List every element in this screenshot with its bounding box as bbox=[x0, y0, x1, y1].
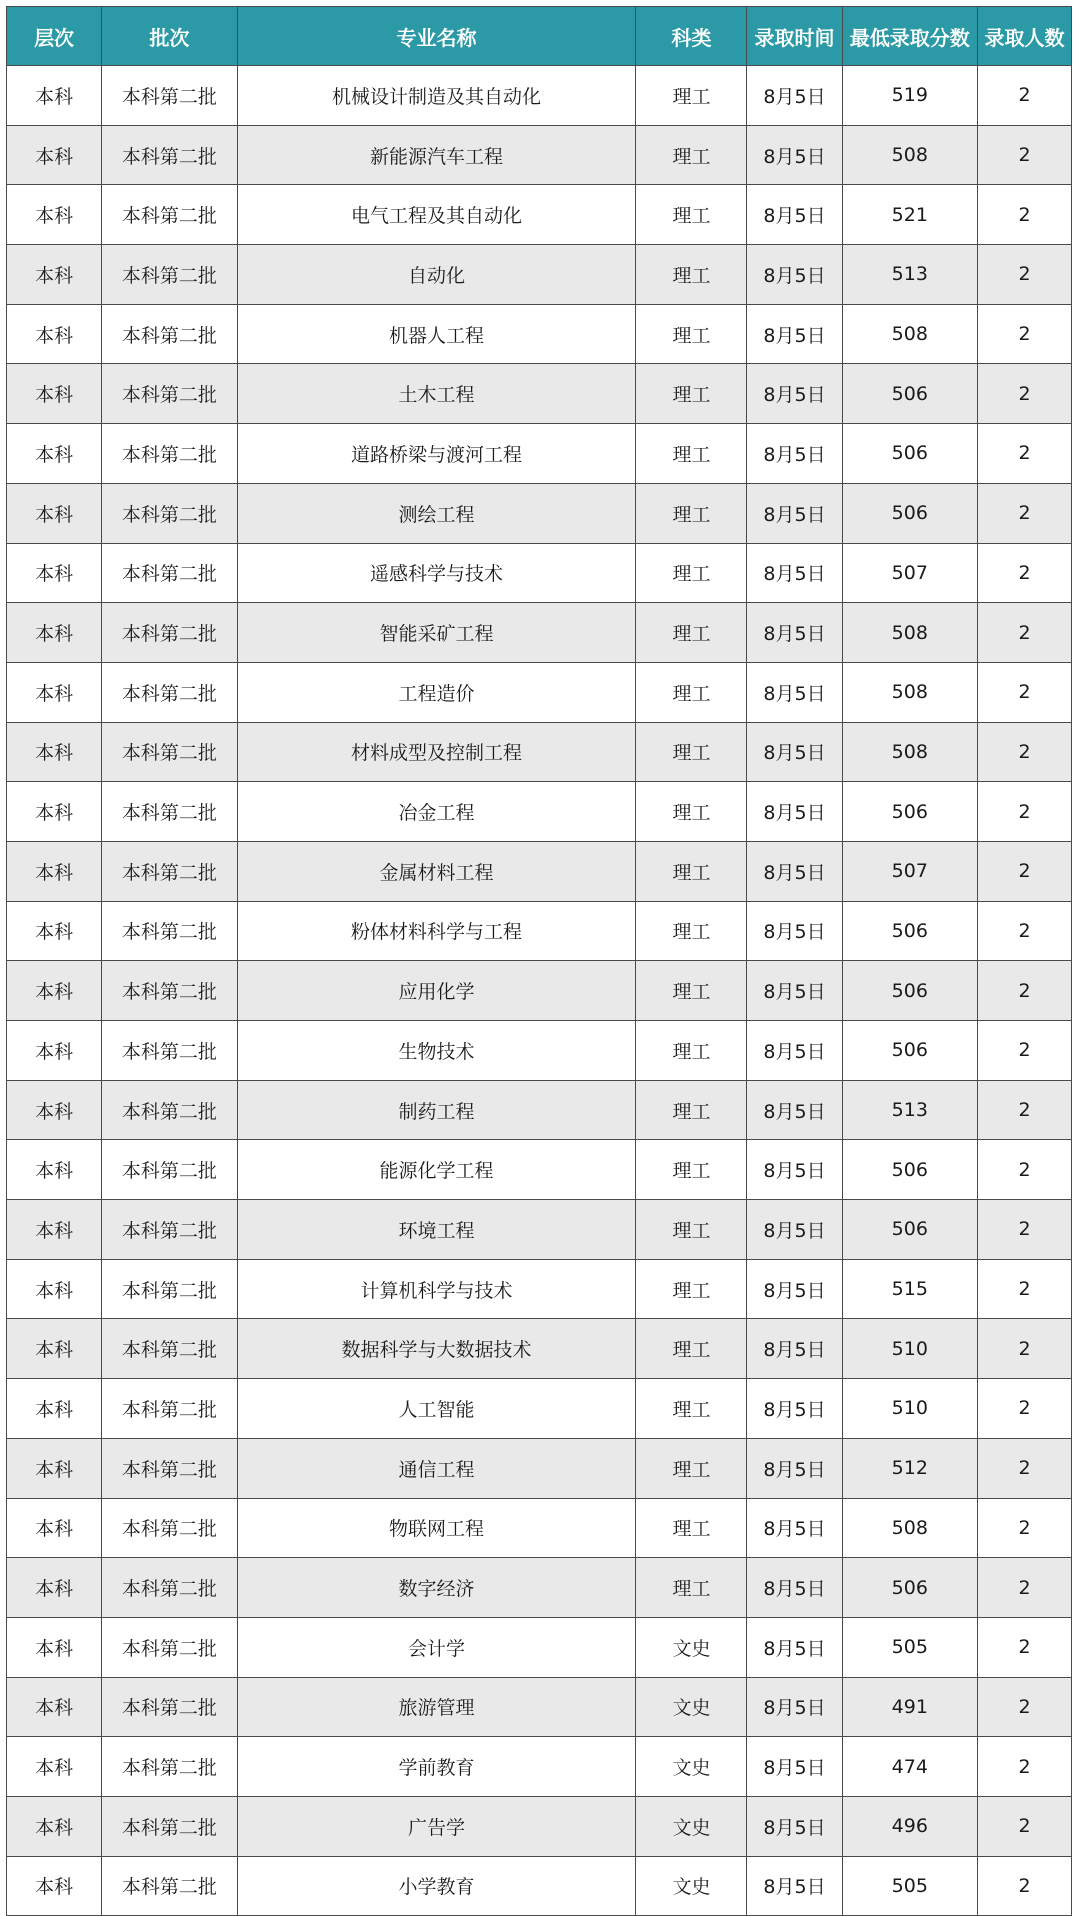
cell-batch: 本科第二批 bbox=[102, 1319, 237, 1379]
cell-admission-date: 8月5日 bbox=[747, 304, 842, 364]
cell-batch: 本科第二批 bbox=[102, 1259, 237, 1319]
table-row bbox=[7, 782, 1072, 842]
admission-score-table-container bbox=[6, 6, 1072, 1916]
cell-batch: 本科第二批 bbox=[102, 1498, 237, 1558]
cell-level: 本科 bbox=[7, 1737, 102, 1797]
cell-category: 理工 bbox=[636, 424, 747, 484]
cell-batch: 本科第二批 bbox=[102, 1677, 237, 1737]
cell-batch: 本科第二批 bbox=[102, 1140, 237, 1200]
table-row bbox=[7, 185, 1072, 245]
cell-category: 文史 bbox=[636, 1856, 747, 1916]
cell-category: 理工 bbox=[636, 1438, 747, 1498]
cell-min-score: 496 bbox=[842, 1796, 977, 1856]
cell-category: 理工 bbox=[636, 185, 747, 245]
table-row bbox=[7, 1080, 1072, 1140]
cell-min-score: 506 bbox=[842, 1200, 977, 1260]
cell-level: 本科 bbox=[7, 245, 102, 305]
table-row bbox=[7, 125, 1072, 185]
cell-admitted-count: 2 bbox=[978, 662, 1072, 722]
table-row bbox=[7, 1498, 1072, 1558]
cell-min-score: 507 bbox=[842, 841, 977, 901]
cell-min-score: 507 bbox=[842, 543, 977, 603]
cell-admission-date: 8月5日 bbox=[747, 1259, 842, 1319]
cell-major-name: 智能采矿工程 bbox=[237, 603, 636, 663]
cell-major-name: 生物技术 bbox=[237, 1021, 636, 1081]
cell-admission-date: 8月5日 bbox=[747, 1438, 842, 1498]
table-row bbox=[7, 1737, 1072, 1797]
cell-batch: 本科第二批 bbox=[102, 603, 237, 663]
cell-level: 本科 bbox=[7, 1796, 102, 1856]
cell-admitted-count: 2 bbox=[978, 1498, 1072, 1558]
cell-level: 本科 bbox=[7, 1080, 102, 1140]
cell-admission-date: 8月5日 bbox=[747, 841, 842, 901]
cell-level: 本科 bbox=[7, 901, 102, 961]
cell-level: 本科 bbox=[7, 543, 102, 603]
cell-batch: 本科第二批 bbox=[102, 841, 237, 901]
cell-batch: 本科第二批 bbox=[102, 1796, 237, 1856]
cell-admitted-count: 2 bbox=[978, 304, 1072, 364]
table-row bbox=[7, 1319, 1072, 1379]
cell-min-score: 508 bbox=[842, 603, 977, 663]
cell-category: 理工 bbox=[636, 125, 747, 185]
cell-major-name: 道路桥梁与渡河工程 bbox=[237, 424, 636, 484]
table-row bbox=[7, 424, 1072, 484]
cell-category: 理工 bbox=[636, 1140, 747, 1200]
cell-level: 本科 bbox=[7, 1677, 102, 1737]
cell-min-score: 508 bbox=[842, 722, 977, 782]
cell-admitted-count: 2 bbox=[978, 66, 1072, 126]
cell-major-name: 计算机科学与技术 bbox=[237, 1259, 636, 1319]
cell-admission-date: 8月5日 bbox=[747, 662, 842, 722]
cell-category: 理工 bbox=[636, 1379, 747, 1439]
cell-admitted-count: 2 bbox=[978, 1200, 1072, 1260]
cell-category: 理工 bbox=[636, 1558, 747, 1618]
cell-min-score: 506 bbox=[842, 782, 977, 842]
cell-batch: 本科第二批 bbox=[102, 1379, 237, 1439]
table-row bbox=[7, 662, 1072, 722]
cell-category: 理工 bbox=[636, 841, 747, 901]
cell-admission-date: 8月5日 bbox=[747, 782, 842, 842]
cell-level: 本科 bbox=[7, 1498, 102, 1558]
cell-batch: 本科第二批 bbox=[102, 1737, 237, 1797]
cell-admitted-count: 2 bbox=[978, 961, 1072, 1021]
column-header-admission-date: 录取时间 bbox=[747, 7, 842, 66]
table-row bbox=[7, 1140, 1072, 1200]
cell-admitted-count: 2 bbox=[978, 1379, 1072, 1439]
cell-admission-date: 8月5日 bbox=[747, 1021, 842, 1081]
cell-major-name: 工程造价 bbox=[237, 662, 636, 722]
cell-admitted-count: 2 bbox=[978, 1259, 1072, 1319]
cell-admitted-count: 2 bbox=[978, 841, 1072, 901]
table-row bbox=[7, 483, 1072, 543]
cell-batch: 本科第二批 bbox=[102, 424, 237, 484]
cell-admitted-count: 2 bbox=[978, 1080, 1072, 1140]
cell-admission-date: 8月5日 bbox=[747, 1200, 842, 1260]
cell-batch: 本科第二批 bbox=[102, 901, 237, 961]
cell-major-name: 土木工程 bbox=[237, 364, 636, 424]
cell-min-score: 510 bbox=[842, 1319, 977, 1379]
cell-level: 本科 bbox=[7, 1259, 102, 1319]
cell-admitted-count: 2 bbox=[978, 1140, 1072, 1200]
cell-min-score: 508 bbox=[842, 1498, 977, 1558]
cell-min-score: 474 bbox=[842, 1737, 977, 1797]
cell-admitted-count: 2 bbox=[978, 1021, 1072, 1081]
cell-category: 理工 bbox=[636, 782, 747, 842]
cell-level: 本科 bbox=[7, 662, 102, 722]
cell-major-name: 会计学 bbox=[237, 1617, 636, 1677]
cell-major-name: 自动化 bbox=[237, 245, 636, 305]
cell-batch: 本科第二批 bbox=[102, 1617, 237, 1677]
cell-category: 理工 bbox=[636, 304, 747, 364]
column-header-batch: 批次 bbox=[102, 7, 237, 66]
cell-admitted-count: 2 bbox=[978, 1677, 1072, 1737]
cell-min-score: 506 bbox=[842, 961, 977, 1021]
cell-min-score: 508 bbox=[842, 304, 977, 364]
cell-category: 理工 bbox=[636, 603, 747, 663]
cell-admission-date: 8月5日 bbox=[747, 961, 842, 1021]
cell-category: 理工 bbox=[636, 722, 747, 782]
cell-major-name: 机器人工程 bbox=[237, 304, 636, 364]
cell-major-name: 材料成型及控制工程 bbox=[237, 722, 636, 782]
cell-major-name: 测绘工程 bbox=[237, 483, 636, 543]
cell-category: 理工 bbox=[636, 1200, 747, 1260]
cell-batch: 本科第二批 bbox=[102, 66, 237, 126]
table-row bbox=[7, 364, 1072, 424]
cell-level: 本科 bbox=[7, 1140, 102, 1200]
cell-level: 本科 bbox=[7, 1319, 102, 1379]
cell-admission-date: 8月5日 bbox=[747, 364, 842, 424]
cell-admitted-count: 2 bbox=[978, 603, 1072, 663]
cell-category: 理工 bbox=[636, 66, 747, 126]
cell-batch: 本科第二批 bbox=[102, 1558, 237, 1618]
admission-score-table bbox=[6, 6, 1072, 1916]
cell-category: 理工 bbox=[636, 1319, 747, 1379]
cell-admitted-count: 2 bbox=[978, 1617, 1072, 1677]
cell-major-name: 小学教育 bbox=[237, 1856, 636, 1916]
cell-category: 文史 bbox=[636, 1737, 747, 1797]
cell-category: 理工 bbox=[636, 1021, 747, 1081]
table-body bbox=[7, 66, 1072, 1916]
cell-batch: 本科第二批 bbox=[102, 1856, 237, 1916]
cell-admitted-count: 2 bbox=[978, 1558, 1072, 1618]
table-row bbox=[7, 1259, 1072, 1319]
cell-min-score: 506 bbox=[842, 901, 977, 961]
cell-category: 理工 bbox=[636, 364, 747, 424]
cell-level: 本科 bbox=[7, 961, 102, 1021]
cell-admission-date: 8月5日 bbox=[747, 1737, 842, 1797]
cell-level: 本科 bbox=[7, 125, 102, 185]
cell-min-score: 508 bbox=[842, 662, 977, 722]
column-header-min-score: 最低录取分数 bbox=[842, 7, 977, 66]
cell-admitted-count: 2 bbox=[978, 245, 1072, 305]
cell-major-name: 冶金工程 bbox=[237, 782, 636, 842]
cell-category: 理工 bbox=[636, 1259, 747, 1319]
cell-category: 文史 bbox=[636, 1617, 747, 1677]
cell-major-name: 环境工程 bbox=[237, 1200, 636, 1260]
cell-admission-date: 8月5日 bbox=[747, 185, 842, 245]
table-header-row bbox=[7, 7, 1072, 66]
cell-min-score: 519 bbox=[842, 66, 977, 126]
cell-level: 本科 bbox=[7, 1558, 102, 1618]
cell-admission-date: 8月5日 bbox=[747, 1558, 842, 1618]
cell-batch: 本科第二批 bbox=[102, 1200, 237, 1260]
cell-admitted-count: 2 bbox=[978, 424, 1072, 484]
cell-major-name: 广告学 bbox=[237, 1796, 636, 1856]
cell-category: 理工 bbox=[636, 1080, 747, 1140]
cell-min-score: 506 bbox=[842, 1558, 977, 1618]
cell-admission-date: 8月5日 bbox=[747, 245, 842, 305]
cell-admitted-count: 2 bbox=[978, 782, 1072, 842]
cell-batch: 本科第二批 bbox=[102, 1021, 237, 1081]
cell-admitted-count: 2 bbox=[978, 364, 1072, 424]
cell-admitted-count: 2 bbox=[978, 1319, 1072, 1379]
cell-min-score: 506 bbox=[842, 424, 977, 484]
cell-batch: 本科第二批 bbox=[102, 185, 237, 245]
cell-admission-date: 8月5日 bbox=[747, 424, 842, 484]
cell-batch: 本科第二批 bbox=[102, 782, 237, 842]
cell-level: 本科 bbox=[7, 1379, 102, 1439]
table-row bbox=[7, 1379, 1072, 1439]
cell-level: 本科 bbox=[7, 483, 102, 543]
cell-level: 本科 bbox=[7, 1200, 102, 1260]
cell-level: 本科 bbox=[7, 722, 102, 782]
cell-category: 理工 bbox=[636, 1498, 747, 1558]
cell-admission-date: 8月5日 bbox=[747, 1617, 842, 1677]
cell-admitted-count: 2 bbox=[978, 1856, 1072, 1916]
cell-level: 本科 bbox=[7, 185, 102, 245]
cell-major-name: 数字经济 bbox=[237, 1558, 636, 1618]
table-row bbox=[7, 1856, 1072, 1916]
cell-major-name: 数据科学与大数据技术 bbox=[237, 1319, 636, 1379]
column-header-level: 层次 bbox=[7, 7, 102, 66]
cell-batch: 本科第二批 bbox=[102, 304, 237, 364]
cell-level: 本科 bbox=[7, 1856, 102, 1916]
cell-admission-date: 8月5日 bbox=[747, 1080, 842, 1140]
cell-major-name: 电气工程及其自动化 bbox=[237, 185, 636, 245]
cell-min-score: 506 bbox=[842, 1021, 977, 1081]
cell-major-name: 人工智能 bbox=[237, 1379, 636, 1439]
cell-min-score: 505 bbox=[842, 1617, 977, 1677]
table-row bbox=[7, 901, 1072, 961]
table-row bbox=[7, 1796, 1072, 1856]
table-row bbox=[7, 1617, 1072, 1677]
cell-major-name: 遥感科学与技术 bbox=[237, 543, 636, 603]
cell-min-score: 510 bbox=[842, 1379, 977, 1439]
cell-batch: 本科第二批 bbox=[102, 961, 237, 1021]
table-row bbox=[7, 1438, 1072, 1498]
cell-admitted-count: 2 bbox=[978, 1796, 1072, 1856]
cell-min-score: 515 bbox=[842, 1259, 977, 1319]
cell-admission-date: 8月5日 bbox=[747, 66, 842, 126]
cell-admission-date: 8月5日 bbox=[747, 1498, 842, 1558]
cell-admission-date: 8月5日 bbox=[747, 1796, 842, 1856]
cell-major-name: 机械设计制造及其自动化 bbox=[237, 66, 636, 126]
cell-category: 文史 bbox=[636, 1677, 747, 1737]
cell-major-name: 学前教育 bbox=[237, 1737, 636, 1797]
cell-category: 理工 bbox=[636, 245, 747, 305]
cell-admission-date: 8月5日 bbox=[747, 722, 842, 782]
cell-level: 本科 bbox=[7, 1021, 102, 1081]
cell-batch: 本科第二批 bbox=[102, 1438, 237, 1498]
cell-category: 理工 bbox=[636, 543, 747, 603]
cell-category: 理工 bbox=[636, 901, 747, 961]
cell-category: 理工 bbox=[636, 483, 747, 543]
cell-batch: 本科第二批 bbox=[102, 662, 237, 722]
cell-level: 本科 bbox=[7, 66, 102, 126]
table-row bbox=[7, 543, 1072, 603]
column-header-major-name: 专业名称 bbox=[237, 7, 636, 66]
cell-min-score: 512 bbox=[842, 1438, 977, 1498]
cell-batch: 本科第二批 bbox=[102, 245, 237, 305]
cell-admission-date: 8月5日 bbox=[747, 483, 842, 543]
cell-admission-date: 8月5日 bbox=[747, 1677, 842, 1737]
cell-admitted-count: 2 bbox=[978, 483, 1072, 543]
cell-admitted-count: 2 bbox=[978, 125, 1072, 185]
cell-category: 文史 bbox=[636, 1796, 747, 1856]
cell-major-name: 金属材料工程 bbox=[237, 841, 636, 901]
cell-admission-date: 8月5日 bbox=[747, 603, 842, 663]
cell-admitted-count: 2 bbox=[978, 722, 1072, 782]
table-row bbox=[7, 245, 1072, 305]
table-row bbox=[7, 722, 1072, 782]
table-row bbox=[7, 1558, 1072, 1618]
cell-category: 理工 bbox=[636, 662, 747, 722]
table-row bbox=[7, 304, 1072, 364]
cell-min-score: 513 bbox=[842, 1080, 977, 1140]
cell-min-score: 506 bbox=[842, 483, 977, 543]
table-row bbox=[7, 961, 1072, 1021]
table-row bbox=[7, 66, 1072, 126]
cell-admitted-count: 2 bbox=[978, 1438, 1072, 1498]
cell-major-name: 能源化学工程 bbox=[237, 1140, 636, 1200]
cell-category: 理工 bbox=[636, 961, 747, 1021]
cell-admission-date: 8月5日 bbox=[747, 1856, 842, 1916]
cell-min-score: 508 bbox=[842, 125, 977, 185]
table-row bbox=[7, 1200, 1072, 1260]
cell-admission-date: 8月5日 bbox=[747, 901, 842, 961]
cell-admitted-count: 2 bbox=[978, 1737, 1072, 1797]
cell-min-score: 506 bbox=[842, 364, 977, 424]
cell-admitted-count: 2 bbox=[978, 185, 1072, 245]
cell-admitted-count: 2 bbox=[978, 543, 1072, 603]
cell-major-name: 新能源汽车工程 bbox=[237, 125, 636, 185]
cell-batch: 本科第二批 bbox=[102, 364, 237, 424]
cell-min-score: 505 bbox=[842, 1856, 977, 1916]
table-row bbox=[7, 1677, 1072, 1737]
cell-major-name: 物联网工程 bbox=[237, 1498, 636, 1558]
cell-level: 本科 bbox=[7, 603, 102, 663]
table-row bbox=[7, 1021, 1072, 1081]
cell-admission-date: 8月5日 bbox=[747, 1379, 842, 1439]
column-header-admitted-count: 录取人数 bbox=[978, 7, 1072, 66]
table-row bbox=[7, 841, 1072, 901]
cell-level: 本科 bbox=[7, 304, 102, 364]
cell-admission-date: 8月5日 bbox=[747, 1140, 842, 1200]
cell-admission-date: 8月5日 bbox=[747, 543, 842, 603]
cell-major-name: 粉体材料科学与工程 bbox=[237, 901, 636, 961]
cell-batch: 本科第二批 bbox=[102, 125, 237, 185]
cell-level: 本科 bbox=[7, 1617, 102, 1677]
cell-batch: 本科第二批 bbox=[102, 1080, 237, 1140]
cell-level: 本科 bbox=[7, 782, 102, 842]
cell-batch: 本科第二批 bbox=[102, 722, 237, 782]
cell-major-name: 旅游管理 bbox=[237, 1677, 636, 1737]
cell-level: 本科 bbox=[7, 364, 102, 424]
cell-min-score: 506 bbox=[842, 1140, 977, 1200]
cell-admission-date: 8月5日 bbox=[747, 1319, 842, 1379]
column-header-category: 科类 bbox=[636, 7, 747, 66]
cell-major-name: 制药工程 bbox=[237, 1080, 636, 1140]
cell-min-score: 491 bbox=[842, 1677, 977, 1737]
cell-admitted-count: 2 bbox=[978, 901, 1072, 961]
cell-min-score: 521 bbox=[842, 185, 977, 245]
cell-level: 本科 bbox=[7, 424, 102, 484]
cell-batch: 本科第二批 bbox=[102, 543, 237, 603]
cell-major-name: 应用化学 bbox=[237, 961, 636, 1021]
cell-batch: 本科第二批 bbox=[102, 483, 237, 543]
cell-min-score: 513 bbox=[842, 245, 977, 305]
cell-level: 本科 bbox=[7, 1438, 102, 1498]
table-row bbox=[7, 603, 1072, 663]
cell-admission-date: 8月5日 bbox=[747, 125, 842, 185]
cell-level: 本科 bbox=[7, 841, 102, 901]
cell-major-name: 通信工程 bbox=[237, 1438, 636, 1498]
